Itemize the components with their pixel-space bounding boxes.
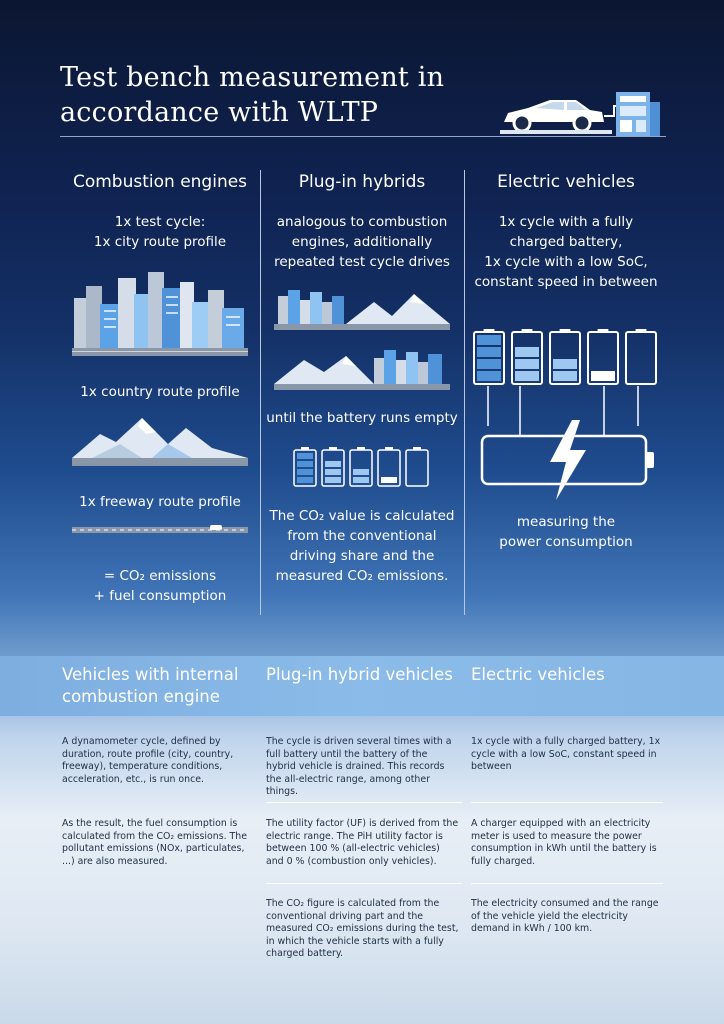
column-text: 1x freeway route profile [79,494,241,510]
column-text: until the battery runs empty [266,410,458,426]
charging-diagram [468,328,664,508]
road-icon [72,524,248,536]
column-text: driving share and the [289,548,435,564]
column-text: 1x country route profile [80,384,240,400]
column-text: measuring the [516,514,616,530]
column-text: 1x test cycle: [114,214,206,230]
column-text: from the conventional [287,528,437,544]
lightning-icon [550,420,586,500]
mountain-city-icon [274,346,450,392]
column-text: charged battery, [509,234,623,250]
page-title: Test bench measurement in accordance with WLTP [60,62,445,128]
column-text: 1x cycle with a low SoC, [484,254,648,270]
battery-icon [406,447,428,486]
column-text: analogous to combustion [276,214,448,230]
table-cell: The cycle is driven several times with a full battery until the battery of the hybrid vehicle is drained. This records the all-electric range, among other things. [266,736,452,798]
battery-icon [626,329,656,384]
battery-icon-row [474,329,656,384]
column-heading: Electric vehicles [497,172,635,192]
table-cell: A dynamometer cycle, defined by duration, route profile (city, country, freeway), temperature conditions, acceleration, etc., is run once. [62,736,234,785]
column-heading: Combustion engines [72,172,248,192]
battery-icon [294,447,316,486]
table-cell: The utility factor (UF) is derived from the electric range. The PiH utility factor is between 100 % (all-electric vehicles) and 0 % (combustion only vehicles). [266,818,459,867]
table-header: Electric vehicles [471,665,605,684]
row-divider [471,802,663,803]
column-text: 1x cycle with a fully [498,214,634,230]
column-phev [264,170,460,586]
column-divider [464,170,465,615]
column-text: repeated test cycle drives [274,254,450,270]
city-skyline-icon [72,268,248,360]
table-cell: As the result, the fuel consumption is calculated from the CO₂ emissions. The pollutant emissions (NOx, particulates, ...) are also measured. [62,818,247,867]
battery-icon-row [292,444,432,488]
battery-row [292,444,432,488]
city-mountain-icon [274,286,450,332]
table-header: Vehicles with internal combustion engine [62,665,239,706]
column-text: + fuel consumption [93,588,227,604]
title-divider [60,136,666,137]
row-divider [266,802,462,803]
row-divider [266,883,462,884]
column-divider [260,170,261,615]
column-text: = CO₂ emissions [103,568,217,584]
table-cell: The electricity consumed and the range of the vehicle yield the electricity demand in kWh / 100 km. [471,898,659,935]
table-header-band [0,656,724,716]
battery-icon [378,447,400,486]
column-text: power consumption [499,534,633,550]
column-text: engines, additionally [291,234,433,250]
battery-icon [588,329,618,384]
column-text: measured CO₂ emissions. [275,568,449,584]
table-cell: A charger equipped with an electricity meter is used to measure the power consumption in kWh until the battery is fully charged. [471,818,657,867]
column-combustion [62,170,258,606]
column-text: 1x city route profile [93,234,227,250]
battery-icon [350,447,372,486]
battery-icon [512,329,542,384]
column-ev [468,170,664,552]
battery-icon [322,447,344,486]
battery-icon [474,329,504,384]
car-on-dynamometer-icon [498,88,664,138]
table-header: Plug-in hybrid vehicles [266,665,453,684]
table-cell: The CO₂ figure is calculated from the conventional driving part and the measured CO₂ emissions during the test, in which the vehicle starts with a fully charged battery. [266,898,459,960]
column-text: The CO₂ value is calculated [269,508,455,524]
row-divider [471,883,663,884]
table-cell: 1x cycle with a fully charged battery, 1x cycle with a low SoC, constant speed in between [471,736,661,773]
column-text: constant speed in between [474,274,658,290]
mountain-icon [72,414,248,470]
column-heading: Plug-in hybrids [298,172,426,192]
battery-icon [550,329,580,384]
